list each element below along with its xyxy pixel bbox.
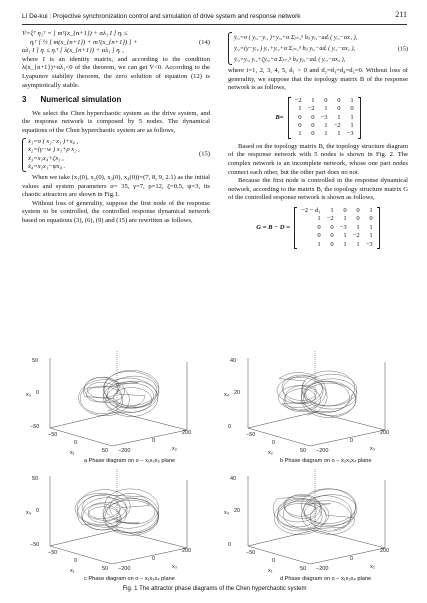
sys-number: (15) <box>397 45 408 52</box>
x2-tick-label: 200 <box>380 430 390 436</box>
equation-14 <box>22 30 210 56</box>
eq15-line: ẋ₁=σ ( x₂−x₁ )+x₄ , <box>28 137 79 145</box>
x1-tick-label: −50 <box>48 432 58 438</box>
matrix-cell: 0 <box>311 130 315 138</box>
x1-axis-label: x₁ <box>70 568 75 574</box>
section-number: 3 <box>22 95 27 105</box>
attractor-trace <box>79 370 159 416</box>
matrix-cell: −3 <box>320 113 328 121</box>
matrix-B-table <box>292 97 357 139</box>
phase-plot-d <box>220 468 407 578</box>
matrix-cell: 1 <box>324 105 328 113</box>
z-tick-label: 50 <box>32 358 39 364</box>
x1-axis-label: x₂ <box>268 450 273 456</box>
axis-frame <box>248 476 385 564</box>
plot-frame <box>50 350 187 446</box>
subcaption-a: a Phase diagram on o − x₁x₂x₃ plane <box>84 458 176 464</box>
matrix-cell: 1 <box>317 240 321 248</box>
figure-caption: Fig. 1 The attractor phase diagrams of the Chen hyperchaotic system <box>122 586 307 592</box>
controlled-network-equations <box>228 32 408 65</box>
matrix-G <box>228 207 408 249</box>
eq15-line: ẋ₃=x₁x₄+ζx₃ , <box>28 154 64 162</box>
page-number: 211 <box>395 10 407 19</box>
paragraph: When we take (x₁(0), x₂(0), x₃(0), x₄(0))=(7, 8, 9, 2.1) as the initial values and system parameters σ= 35, γ=7, ρ=12, ζ=0.5, ψ=3, its chaotic attractors are shown in Fig.1. <box>22 173 210 199</box>
x1-tick-label: −50 <box>246 550 256 556</box>
matrix-row <box>298 241 376 249</box>
sys-line: ẏᵢ₁=σ ( yᵢ₂−yᵢ₁ )+yᵢ₃+α Σⱼ₌₁⁵ bᵢⱼ yⱼ₁−adᵢ ( yᵢ₁−αx₁ ), <box>234 34 358 41</box>
sys-line: ẏᵢ₃=yᵢ₄ yᵢ₂+ζyᵢ₃+α Σⱼ₌₁⁵ bᵢⱼ yⱼ₃−adᵢ ( yᵢ₃−αx₃ ), <box>234 56 346 63</box>
plot-frame <box>248 468 385 564</box>
section-title: Numerical simulation <box>40 95 122 105</box>
equation-15 <box>22 138 210 172</box>
matrix-row <box>292 105 357 113</box>
axis-frame <box>50 358 187 446</box>
eq15-line: ẋ₄=x₁x₃−ψx₄ . <box>28 163 66 171</box>
axis-frame <box>248 530 385 548</box>
x1-axis-label: x₁ <box>70 450 75 456</box>
x1-tick-label: 0 <box>272 440 276 446</box>
paragraph: Without loss of generality, suppose the first node of the response system to be controlled, the controlled response dynamical network based on equations (3), (6), (9) and (15) are rewritten as follows, <box>22 199 210 224</box>
eq14-line: ηᵢᵀ [ ½ [ m(x_{n+1}) + mᵀ(x_{n+1}) ] + <box>30 38 138 46</box>
matrix-cell: 0 <box>350 105 354 113</box>
x2-tick-label: −200 <box>316 448 329 454</box>
x2-tick-label: −200 <box>118 448 131 454</box>
matrix-cell: 1 <box>343 215 347 223</box>
x2-axis-label: x₂ <box>172 446 177 452</box>
paragraph: where i=1, 2, 3, 4, 5, d₁ > 0 and d₂=d₃=d₄=d₅=0. Without loss of generality, we suppose that the topology matrix B of the response network is as follows, <box>228 67 408 92</box>
equation-brace <box>228 32 232 65</box>
eq15-number: (15) <box>199 150 210 158</box>
x2-axis-label: x₃ <box>370 446 375 452</box>
x2-tick-label: 0 <box>152 556 156 562</box>
eq15-line: ẋ₂=(γ−w ) x₁+ρ x₂ , <box>28 146 80 154</box>
matrix-cell: 0 <box>311 113 315 121</box>
matrix-cell: 1 <box>356 223 360 231</box>
x2-tick-label: −200 <box>316 566 329 572</box>
matrix-row <box>298 232 376 240</box>
matrix-cell: −2 <box>307 105 315 113</box>
matrix-cell: 0 <box>337 105 341 113</box>
left-column <box>22 30 210 225</box>
x1-tick-label: −50 <box>48 550 58 556</box>
matrix-cell: 1 <box>298 105 302 113</box>
z-tick-label: 20 <box>234 508 241 514</box>
x2-tick-label: 200 <box>182 548 192 554</box>
right-column <box>228 30 408 253</box>
x1-tick-label: −50 <box>246 432 256 438</box>
matrix-cell: 1 <box>356 240 360 248</box>
eq14-line: V̇=ξ̇ᵀ η₁ᵀ = [ mᵀ(x_{n+1}) + αλ₁ I ] ηᵢ ≤ <box>22 30 128 37</box>
matrix-row <box>298 215 376 223</box>
matrix-cell: 1 <box>298 130 302 138</box>
z-axis-label: x₄ <box>224 510 229 516</box>
matrix-cell: 0 <box>337 96 341 104</box>
matrix-cell: −2 <box>333 122 341 129</box>
x1-tick-label: 0 <box>74 440 78 446</box>
matrix-cell: 1 <box>337 130 341 138</box>
subcaption-d: d Phase diagram on o − x₁x₂x₄ plane <box>280 576 372 582</box>
x2-tick-label: 0 <box>350 438 354 444</box>
matrix-cell: 1 <box>343 232 347 240</box>
z-tick-label: 0 <box>228 542 232 548</box>
subcaption-b: b Phase diagram on o − x₂x₃x₄ plane <box>280 458 372 464</box>
z-tick-label: −50 <box>30 424 40 430</box>
axis-frame <box>50 530 187 548</box>
matrix-cell: 1 <box>324 130 328 138</box>
phase-plot-c <box>22 468 212 578</box>
matrix-cell: 1 <box>337 113 341 121</box>
axis-frame <box>248 412 385 430</box>
axis-frame <box>50 412 187 430</box>
matrix-cell: 1 <box>311 96 315 104</box>
paragraph: We select the Chen hyperchaotic system as the drive system, and the response network is composed by 5 nodes. The dynamical equations of the Chen hyperchaotic system are as follows, <box>22 109 210 134</box>
matrix-row <box>292 97 357 105</box>
x1-tick-label: 0 <box>272 558 276 564</box>
matrix-row <box>292 114 357 122</box>
z-tick-label: −50 <box>30 542 40 548</box>
matrix-cell: −2 − d₁ <box>300 206 321 214</box>
z-tick-label: 20 <box>234 390 241 396</box>
matrix-cell: 0 <box>298 113 302 121</box>
matrix-cell: −3 <box>346 130 354 138</box>
attractor-trace <box>277 371 357 418</box>
z-tick-label: 40 <box>230 476 237 482</box>
section-heading <box>22 96 210 105</box>
x1-axis-label: x₁ <box>268 568 273 574</box>
matrix-row <box>292 122 357 130</box>
matrix-B-label: B= <box>275 113 284 121</box>
x2-tick-label: 200 <box>380 548 390 554</box>
eq14-number: (14) <box>199 39 210 46</box>
matrix-cell: 1 <box>350 96 354 104</box>
equation-brace <box>22 138 26 172</box>
x2-tick-label: −200 <box>118 566 131 572</box>
matrix-cell: 0 <box>356 206 360 214</box>
matrix-cell: 1 <box>343 240 347 248</box>
running-title: LI De-kui : Projective synchronization control and simulation of drive system and response network <box>22 13 301 20</box>
matrix-cell: 1 <box>350 113 354 121</box>
matrix-cell: 1 <box>330 206 334 214</box>
plot-frame <box>50 468 187 564</box>
eq14-line: αλ₁ I ] ηᵢ ≤ ηᵢᵀ [ λ(x_{n+1}) + αλ₁ ] ηᵢ , <box>22 47 124 55</box>
matrix-cell: 0 <box>343 206 347 214</box>
x1-tick-label: 50 <box>102 566 109 572</box>
z-tick-label: 50 <box>32 476 39 482</box>
z-axis-label: x₃ <box>26 392 31 398</box>
x2-axis-label: x₃ <box>172 564 177 570</box>
x1-tick-label: 50 <box>102 448 109 454</box>
phase-plot-a <box>22 350 212 460</box>
matrix-cell: 0 <box>298 122 302 129</box>
matrix-cell: −2 <box>294 96 302 104</box>
subcaption-c: c Phase diagram on o − x₁x₃x₄ plane <box>84 576 175 582</box>
axis-frame <box>248 358 385 446</box>
z-axis-label: x₄ <box>224 392 229 398</box>
matrix-G-table <box>298 207 376 249</box>
matrix-cell: 0 <box>330 232 334 240</box>
matrix-bracket <box>288 97 361 139</box>
phase-plot-b <box>220 350 407 460</box>
z-tick-label: 0 <box>36 508 40 514</box>
x2-axis-label: x₂ <box>370 564 375 570</box>
matrix-cell: 0 <box>369 215 373 223</box>
matrix-row <box>298 207 376 215</box>
matrix-G-label: G = B − D = <box>256 223 290 231</box>
matrix-B <box>228 97 408 139</box>
matrix-cell: 0 <box>324 96 328 104</box>
x1-tick-label: 0 <box>74 558 78 564</box>
paragraph: Based on the topology matrix B, the topology structure diagram of the response network with 5 nodes is shown in Fig. 2. The complex network is an incomplete network, whose one part nodes connect each other, but the other part does no not. <box>228 142 408 176</box>
z-axis-label: x₄ <box>26 510 31 516</box>
matrix-cell: 0 <box>330 240 334 248</box>
matrix-bracket <box>294 207 380 249</box>
z-tick-label: 40 <box>230 358 237 364</box>
matrix-cell: 1 <box>324 122 328 129</box>
matrix-cell: −3 <box>365 240 373 248</box>
z-tick-label: 0 <box>36 390 40 396</box>
matrix-cell: 0 <box>311 122 315 129</box>
matrix-cell: 1 <box>369 232 373 240</box>
x1-tick-label: 50 <box>300 566 307 572</box>
matrix-cell: 0 <box>317 223 321 231</box>
x2-tick-label: 0 <box>350 556 354 562</box>
matrix-row <box>298 224 376 232</box>
matrix-cell: −2 <box>326 215 334 223</box>
paragraph: where I is an identity matrix, and according to the condition λ(x_{n+1})+αλ₁<0 of the theorem, we can get V̇<0. According to the Lyapunov stability theorem, the zero solution of equation (12) is asymptotically stable. <box>22 55 210 89</box>
x1-tick-label: 50 <box>300 448 307 454</box>
x2-tick-label: 0 <box>152 438 156 444</box>
z-tick-label: 0 <box>228 424 232 430</box>
running-header <box>22 10 407 24</box>
header-rule <box>22 24 407 25</box>
matrix-cell: −3 <box>339 223 347 231</box>
matrix-cell: −2 <box>352 232 360 240</box>
sys-line: ẏᵢ₂=(γ−yᵢ₄ ) yᵢ₁+yᵢ₂+α Σⱼ₌₁⁵ bᵢⱼ yⱼ₂−adᵢ ( yᵢ₂−αx₂ ), <box>234 45 356 52</box>
matrix-cell: 0 <box>317 232 321 240</box>
matrix-cell: 0 <box>330 223 334 231</box>
matrix-row <box>292 130 357 138</box>
figure-1 <box>22 350 407 590</box>
matrix-cell: 1 <box>350 122 354 129</box>
matrix-cell: 1 <box>317 215 321 223</box>
matrix-cell: 0 <box>356 215 360 223</box>
matrix-cell: 1 <box>369 223 373 231</box>
x2-tick-label: 200 <box>182 430 192 436</box>
paragraph: Because the first node is controlled in the response dynamical network, according to the matrix B, the topology structure matrix G of the controlled response network is shown as follows, <box>228 177 408 202</box>
matrix-cell: 1 <box>369 206 373 214</box>
